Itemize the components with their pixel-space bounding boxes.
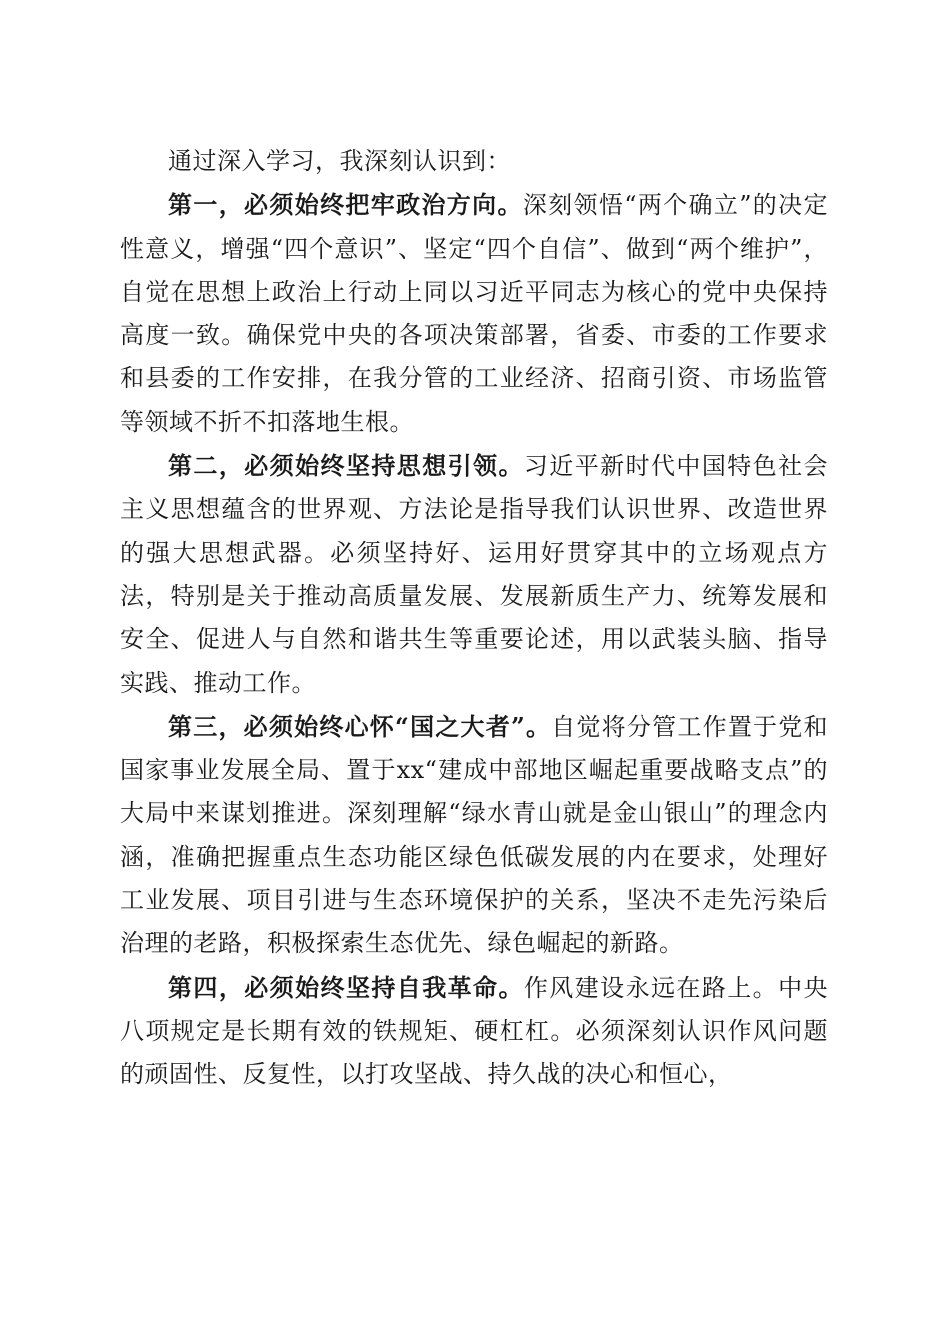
paragraph-3 [120,705,828,966]
intro-paragraph [120,140,828,183]
intro-text: 通过深入学习，我深刻认识到： [168,147,511,175]
paragraph-3-lead: 第三，必须始终心怀“国之大者”。 [168,711,552,741]
paragraph-4 [120,966,828,1097]
paragraph-2-body: 习近平新时代中国特色社会主义思想蕴含的世界观、方法论是指导我们认识世界、改造世界的强大思想武器。必须坚持好、运用好贯穿其中的立场观点方法，特别是关于推动高质量发展、发展新质生产力、统筹发展和安全、促进人与自然和谐共生等重要论述，用以武装头脑、指导实践、推动工作。 [120,452,829,697]
paragraph-3-body: 自觉将分管工作置于党和国家事业发展全局、置于xx“建成中部地区崛起重要战略支点”的大局中来谋划推进。深刻理解“绿水青山就是金山银山”的理念内涵，准确把握重点生态功能区绿色低碳发展的内在要求，处理好工业发展、项目引进与生态环境保护的关系，坚决不走先污染后治理的老路，积极探索生态优先、绿色崛起的新路。 [120,712,828,958]
paragraph-1-body: 深刻领悟“两个确立”的决定性意义，增强“四个意识”、坚定“四个自信”、做到“两个维护”，自觉在思想上政治上行动上同以习近平同志为核心的党中央保持高度一致。确保党中央的各项决策部署，省委、市委的工作要求和县委的工作安排，在我分管的工业经济、招商引资、市场监管等领域不折不扣落地生根。 [120,191,828,436]
document-body [120,140,828,1097]
paragraph-4-lead: 第四，必须始终坚持自我革命。 [168,972,524,1002]
paragraph-1-lead: 第一，必须始终把牢政治方向。 [168,190,523,220]
paragraph-2 [120,444,828,705]
paragraph-1 [120,183,828,444]
paragraph-2-lead: 第二，必须始终坚持思想引领。 [168,451,524,481]
paragraph-4-body: 作风建设永远在路上。中央八项规定是长期有效的铁规矩、硬杠杠。必须深刻认识作风问题的顽固性、反复性，以打攻坚战、持久战的决心和恒心， [120,973,829,1089]
